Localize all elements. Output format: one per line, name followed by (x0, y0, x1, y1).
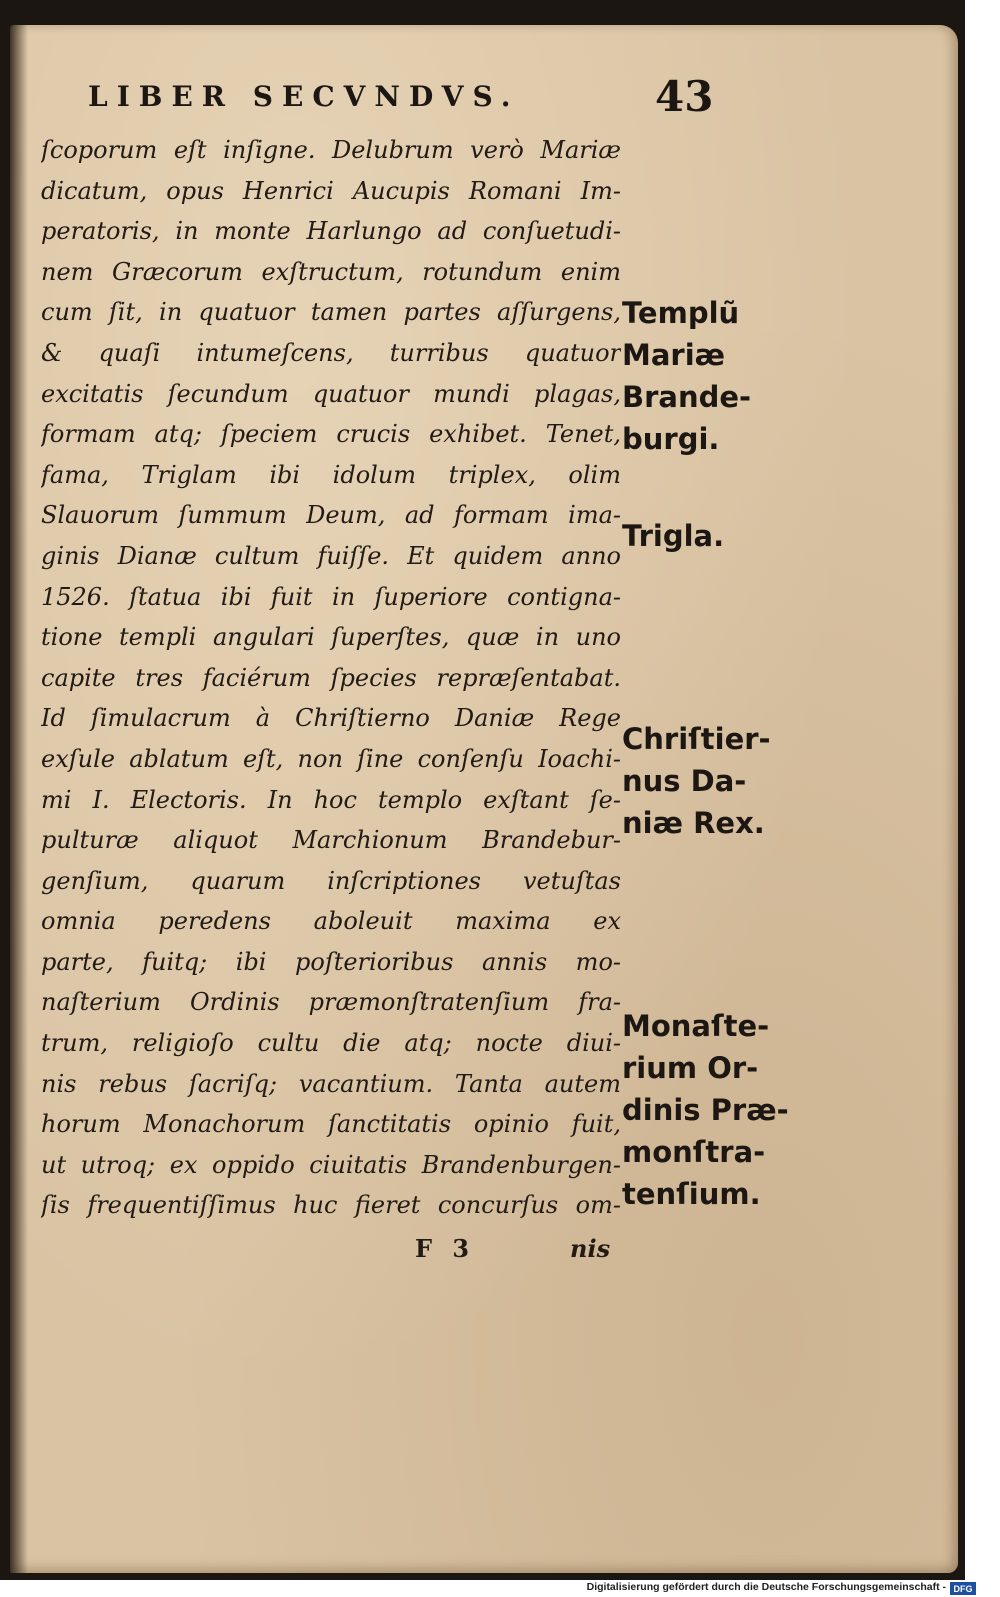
funding-credit: Digitalisierung gefördert durch die Deutsche Forschungsgemeinschaft - (586, 1581, 946, 1593)
margin-note-line: Monaſte- (622, 1009, 770, 1043)
margin-note-line: rium Or- (622, 1051, 759, 1085)
dfg-logo-text: DFG (953, 1584, 973, 1594)
text-line: ſcoporum eſt inſigne. Delubrum verò Mariæ (41, 136, 621, 164)
body-text (41, 130, 621, 1226)
text-line: exſule ablatum eſt, non ſine conſenſu Ioachi- (41, 744, 621, 773)
text-line: excitatis ſecundum quatuor mundi plagas, (41, 379, 621, 408)
text-line: Id ſimulacrum à Chriſtierno Daniæ Rege (41, 704, 621, 733)
page-binding-shadow (10, 25, 28, 1573)
text-line: trum, religioſo cultu die atq; nocte diui- (41, 1029, 621, 1058)
text-line: ut utroq; ex oppido ciuitatis Brandenburgen- (41, 1150, 621, 1179)
text-line: cum ſit, in quatuor tamen partes aſſurgens, (41, 298, 621, 327)
margin-note-line: burgi. (622, 422, 720, 456)
text-line: horum Monachorum ſanctitatis opinio fuit, (41, 1110, 621, 1139)
text-line: dicatum, opus Henrici Aucupis Romani Im- (41, 176, 621, 205)
text-line: capite tres faciérum ſpecies repræſentabat. (41, 663, 621, 692)
dfg-logo (950, 1582, 976, 1595)
text-line: pulturæ aliquot Marchionum Brandebur- (41, 826, 621, 855)
text-line: tione templi angulari ſuperſtes, quæ in uno (41, 623, 621, 652)
margin-note-line: niæ Rex. (622, 806, 765, 840)
text-line: formam atq; ſpeciem crucis exhibet. Tenet, (41, 420, 621, 449)
margin-note-christiernus (622, 718, 771, 844)
text-line: peratoris, in monte Harlungo ad conſuetudi- (41, 217, 621, 246)
text-line: genſium, quarum inſcriptiones vetuſtas (41, 866, 621, 895)
margin-note-trigla (622, 515, 724, 557)
text-line: omnia peredens aboleuit maxima ex (41, 907, 621, 936)
margin-note-line: dinis Præ- (622, 1093, 789, 1127)
margin-note-templum (622, 292, 751, 460)
catchword: nis (570, 1234, 611, 1263)
folio-number: 43 (655, 72, 714, 121)
text-line: nem Græcorum exſtructum, rotundum enim (41, 257, 621, 286)
margin-note-line: Templũ (622, 296, 740, 330)
margin-note-monasterium (622, 1005, 789, 1215)
text-line: ſis frequentiſſimus huc fieret concurſus om- (41, 1191, 621, 1220)
running-head: LIBER SECVNDVS. (88, 80, 520, 113)
margin-note-line: monſtra- (622, 1135, 766, 1169)
text-line: ginis Dianæ cultum fuiſſe. Et quidem anno (41, 541, 621, 570)
signature-mark: F 3 (415, 1234, 476, 1263)
margin-note-line: Mariæ (622, 338, 726, 372)
margin-note-line: nus Da- (622, 764, 747, 798)
margin-note-line: tenſium. (622, 1177, 761, 1211)
margin-note-line: Chriſtier- (622, 722, 771, 756)
margin-note-line: Trigla. (622, 519, 725, 553)
text-line: mi I. Electoris. In hoc templo exſtant ſe- (41, 785, 621, 814)
text-line: fama, Triglam ibi idolum triplex, olim (41, 460, 621, 489)
text-line: naſterium Ordinis præmonſtratenſium fra- (41, 988, 621, 1017)
margin-note-line: Brande- (622, 380, 752, 414)
text-line: Slauorum ſummum Deum, ad formam ima- (41, 501, 621, 530)
text-line: nis rebus ſacriſq; vacantium. Tanta autem (41, 1069, 621, 1098)
text-line: & quaſi intumeſcens, turribus quatuor (41, 338, 621, 367)
text-line: 1526. ſtatua ibi fuit in ſuperiore contigna- (41, 582, 621, 611)
text-line: parte, fuitq; ibi poſterioribus annis mo- (41, 947, 621, 976)
